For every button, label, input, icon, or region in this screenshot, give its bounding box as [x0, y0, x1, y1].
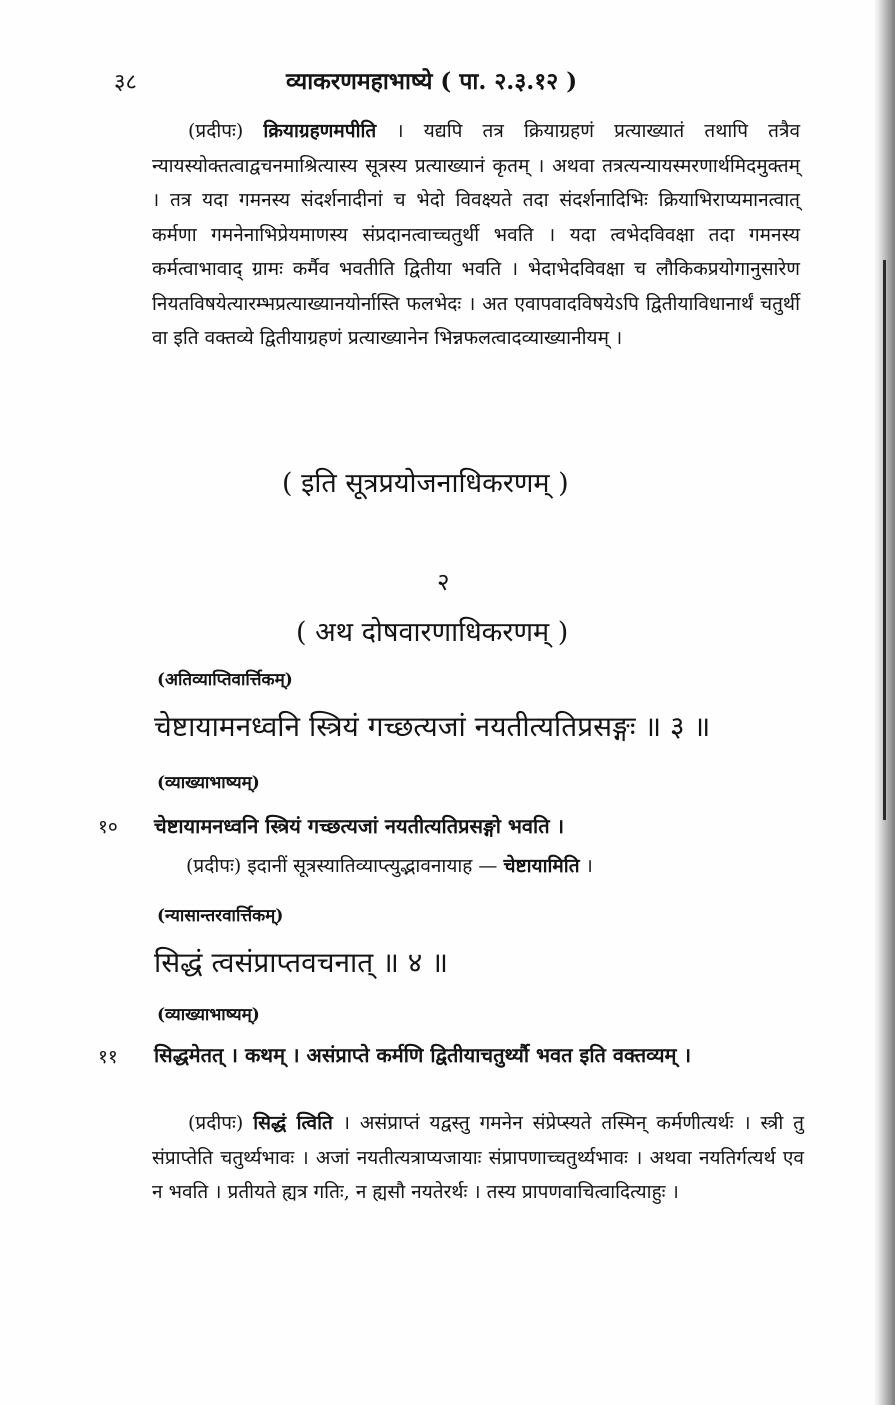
pradipa-lemma: क्रियाग्रहणमपीति [263, 120, 377, 142]
pradipa-tag: (प्रदीपः) [188, 1112, 244, 1134]
bhashya-text: चेष्टायामनध्वनि स्त्रियं गच्छत्यजां नयतीत्यतिप्रसङ्गो भवति । [154, 814, 565, 838]
running-header: व्याकरणमहाभाष्ये ( पा. २.३.१२ ) [286, 68, 578, 95]
pradipa-line [186, 852, 593, 878]
pradipa-end: । [585, 855, 593, 877]
binding-shadow-line [883, 260, 886, 820]
pradipa-tag: (प्रदीपः) [186, 855, 242, 877]
pradipa-tag: (प्रदीपः) [188, 120, 244, 142]
bhashya-label: (व्याख्याभाष्यम्) [157, 773, 260, 793]
varttika-label: (अतिव्याप्तिवार्त्तिकम्) [157, 670, 293, 690]
line-number: ११ [98, 1046, 118, 1068]
line-number: १० [98, 816, 118, 838]
pradipa-paragraph-2 [152, 1106, 804, 1210]
pradipa-text: । असंप्राप्तं यद्वस्तु गमनेन संप्रेप्स्यते तस्मिन् कर्मणीत्यर्थः । स्त्री तु संप्राप्तेति चतुर्थ्यभावः । अजां नयतीत्यत्राप्यजायाः संप्रापणाच्चतुर्थ्यभावः । अथवा नयतिर्गत्यर्थ एव न भवति । प्रतीयते ह्यत्र गतिः, न ह्यसौ नयतेरर्थः । तस्य प्रापणवाचित्वादित्याहुः । [152, 1112, 804, 1203]
section-end-heading: ( इति सूत्रप्रयोजनाधिकरणम् ) [282, 468, 569, 499]
pradipa-lemma: चेष्टायामिति [503, 855, 580, 877]
pradipa-text: इदानीं सूत्रस्यातिव्याप्त्युद्भावनायाह — [247, 855, 498, 877]
bhashya-text: सिद्धमेतत् । कथम् । असंप्राप्ते कर्मणि द्वितीयाचतुर्थ्यौ भवत इति वक्तव्यम् । [154, 1043, 692, 1067]
page-number: ३८ [114, 70, 137, 95]
varttika-text: चेष्टायामनध्वनि स्त्रियं गच्छत्यजां नयतीत्यतिप्रसङ्गः ॥ ३ ॥ [154, 710, 711, 743]
pradipa-paragraph-1 [152, 114, 800, 356]
pradipa-lemma: सिद्धं त्विति [253, 1112, 333, 1134]
pradipa-text: । यद्यपि तत्र क्रियाग्रहणं प्रत्याख्यातं तथापि तत्रैव न्यायस्योक्तत्वाद्वचनमाश्रित्यास्य सूत्रस्य प्रत्याख्यानं कृतम् । अथवा तत्रत्यन्यायस्मरणार्थमिदमुक्तम् । तत्र यदा गमनस्य संदर्शनादीनां च भेदो विवक्ष्यते तदा संदर्शनादिभिः क्रियाभिराप्यमानत्वात् कर्मणा गमनेनाभिप्रेयमाणस्य संप्रदानत्वाच्चतुर्थी भवति । यदा त्वभेदविवक्षा तदा गमनस्य कर्मत्वाभावाद् ग्रामः कर्मैव भवतीति द्वितीया भवति । भेदाभेदविवक्षा च लौकिकप्रयोगानुसारेण नियतविषयेत्यारम्भप्रत्याख्यानयोर्नास्ति फलभेदः । अत एवापवादविषयेऽपि द्वितीयाविधानार्थं चतुर्थी वा इति वक्तव्ये द्वितीयाग्रहणं प्रत्याख्यानेन भिन्नफलत्वादव्याख्यानीयम् । [152, 120, 801, 349]
varttika-text: सिद्धं त्वसंप्राप्तवचनात् ॥ ४ ॥ [154, 946, 449, 979]
section-number: २ [437, 568, 450, 596]
varttika-label: (न्यासान्तरवार्त्तिकम्) [157, 906, 284, 926]
bhashya-label: (व्याख्याभाष्यम्) [157, 1005, 260, 1025]
section-title: ( अथ दोषवारणाधिकरणम् ) [296, 617, 569, 648]
